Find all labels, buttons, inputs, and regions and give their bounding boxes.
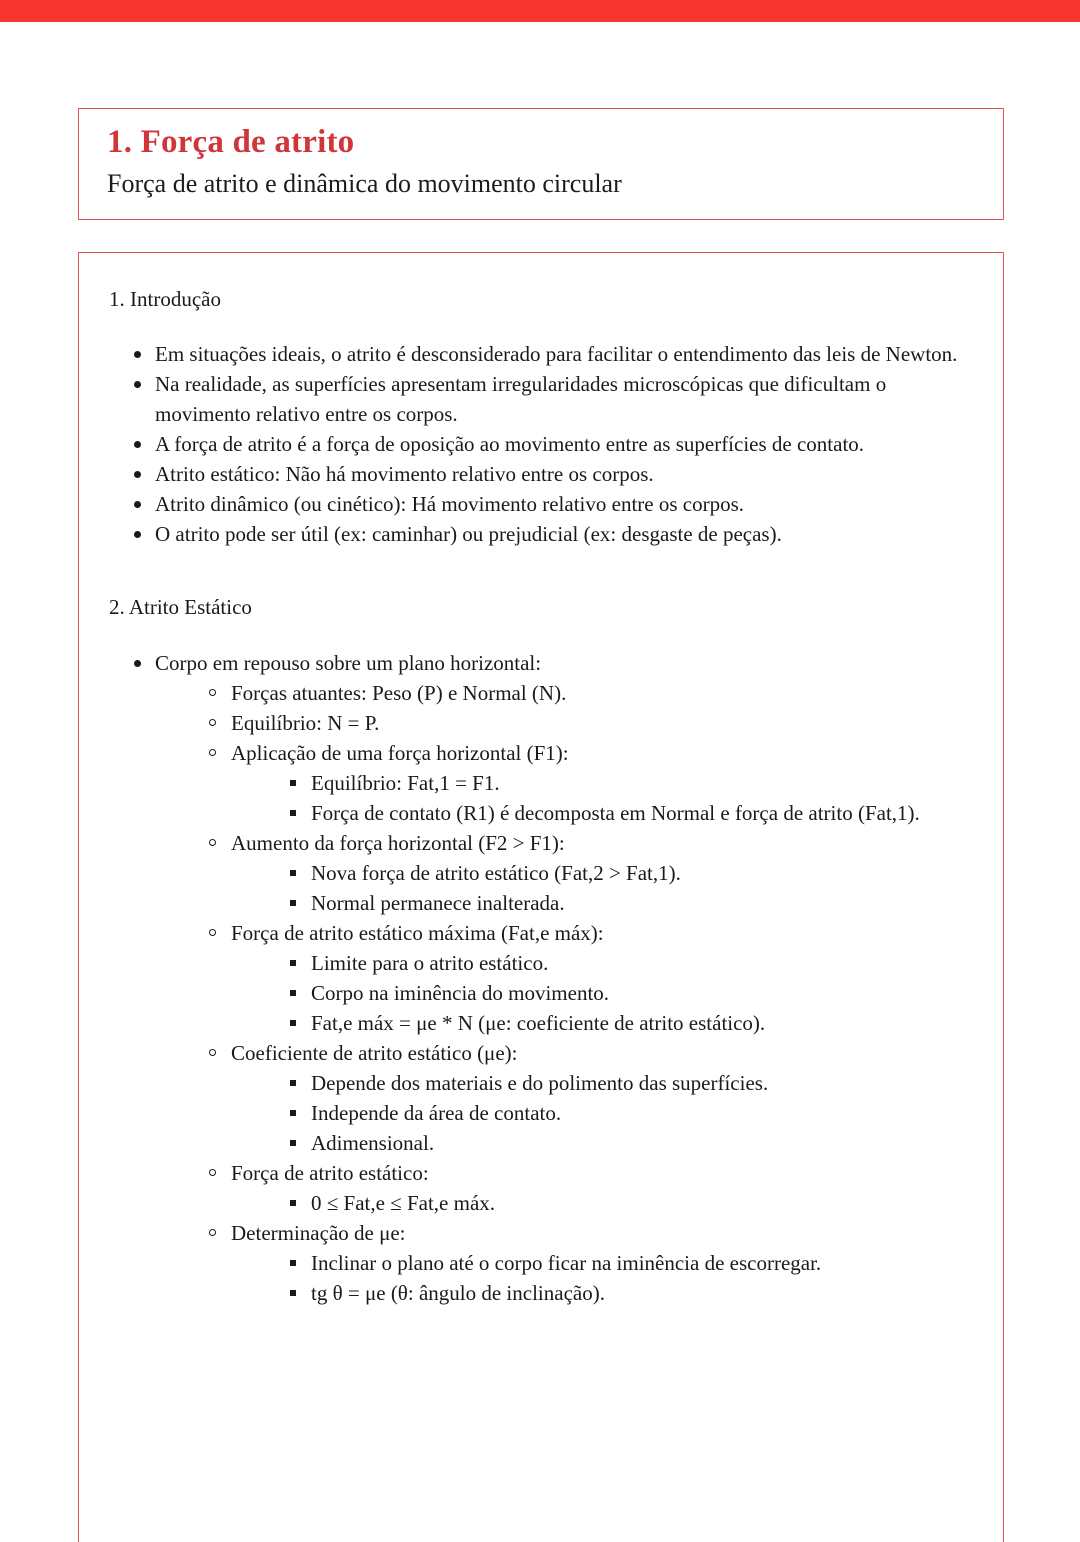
list-item-text: Fat,e máx = μe * N (μe: coeficiente de atrito estático). [311,1010,766,1035]
list-item-text: Nova força de atrito estático (Fat,2 > Fat,1). [311,860,681,885]
bullet-circle-icon [209,918,218,948]
list-item-text: Independe da área de contato. [311,1100,562,1125]
bullet-square-icon [290,1278,298,1308]
list-item-text: Normal permanece inalterada. [311,890,565,915]
list-item [113,429,973,459]
list-item [271,1008,973,1038]
list-item-text: Determinação de μe: [231,1220,406,1245]
top-accent-bar [0,0,1080,22]
bullet-circle-icon [209,708,218,738]
list-item-text: Adimensional. [311,1130,435,1155]
list-item [113,648,973,1308]
bullet-square-icon [290,768,298,798]
bullet-square-icon [290,948,298,978]
list-item [271,858,973,888]
list-item-text: Equilíbrio: N = P. [231,710,380,735]
list-item-text: Em situações ideais, o atrito é desconsiderado para facilitar o entendimento das leis de Newton. [155,342,958,367]
bullet-square-icon [290,978,298,1008]
bullet-square-icon [290,798,298,828]
list-item-text: Atrito dinâmico (ou cinético): Há movimento relativo entre os corpos. [155,492,745,517]
outline-list [109,648,973,1308]
list-item [113,519,973,549]
bullet-disc-icon [134,459,142,489]
list-item-text: Equilíbrio: Fat,1 = F1. [311,770,500,795]
list-item [271,798,973,828]
section-heading: 2. Atrito Estático [109,595,252,620]
bullet-disc-icon [134,369,142,399]
list-item [271,1098,973,1128]
bullet-disc-icon [134,648,142,678]
section-heading: 1. Introdução [109,287,221,311]
outline-sublist [231,1068,973,1158]
list-item-text: Limite para o atrito estático. [311,950,549,975]
bullet-square-icon [290,888,298,918]
list-item [271,1068,973,1098]
bullet-square-icon [290,1188,298,1218]
outline-list [109,339,973,549]
list-item [191,828,973,918]
bullet-square-icon [290,1068,298,1098]
bullet-square-icon [290,1128,298,1158]
document-header-box [78,108,1004,220]
bullet-square-icon [290,1248,298,1278]
bullet-circle-icon [209,828,218,858]
list-item [271,978,973,1008]
bullet-square-icon [290,1008,298,1038]
bullet-circle-icon [209,1218,218,1248]
list-item [271,768,973,798]
outline-sublist [155,678,973,1308]
list-item-text: O atrito pode ser útil (ex: caminhar) ou prejudicial (ex: desgaste de peças). [155,522,782,547]
list-item [271,1248,973,1278]
list-item [191,918,973,1038]
list-item [271,1278,973,1308]
list-item-text: Força de atrito estático máxima (Fat,e máx): [231,920,604,945]
list-item-text: Atrito estático: Não há movimento relativo entre os corpos. [155,462,654,487]
outline-sublist [231,948,973,1038]
list-item-text: Aplicação de uma força horizontal (F1): [231,740,569,765]
list-item [113,459,973,489]
bullet-square-icon [290,1098,298,1128]
list-item-text: Aumento da força horizontal (F2 > F1): [231,830,565,855]
list-item [191,1038,973,1158]
list-item-text: A força de atrito é a força de oposição ao movimento entre as superfícies de contato. [155,432,865,457]
list-item [113,339,973,369]
bullet-disc-icon [134,339,142,369]
document-header-inner [79,109,1003,199]
list-item-text: tg θ = μe (θ: ângulo de inclinação). [311,1280,605,1305]
list-item-text: Força de contato (R1) é decomposta em Normal e força de atrito (Fat,1). [311,800,920,825]
outline-sublist [231,858,973,918]
list-item-text: Inclinar o plano até o corpo ficar na iminência de escorregar. [311,1250,822,1275]
list-item [191,1158,973,1218]
bullet-circle-icon [209,678,218,708]
outline-sublist [231,1188,973,1218]
bullet-circle-icon [209,1038,218,1068]
list-item [191,678,973,708]
list-item [191,708,973,738]
list-item-text: Corpo em repouso sobre um plano horizontal: [155,650,542,675]
bullet-disc-icon [134,519,142,549]
bullet-circle-icon [209,1158,218,1188]
list-item-text: Força de atrito estático: [231,1160,429,1185]
list-item [271,1188,973,1218]
list-item [113,369,973,429]
list-item [113,489,973,519]
list-item-text: Corpo na iminência do movimento. [311,980,610,1005]
list-item-text: Depende dos materiais e do polimento das superfícies. [311,1070,769,1095]
document-content-box [78,252,1004,1542]
list-item [271,888,973,918]
bullet-disc-icon [134,489,142,519]
outline-sublist [231,768,973,828]
list-item [191,1218,973,1308]
list-item-text: Coeficiente de atrito estático (μe): [231,1040,518,1065]
bullet-disc-icon [134,429,142,459]
outline-sublist [231,1248,973,1308]
page-subtitle: Força de atrito e dinâmica do movimento circular [107,168,622,198]
list-item [271,948,973,978]
bullet-circle-icon [209,738,218,768]
list-item [191,738,973,828]
list-item-text: 0 ≤ Fat,e ≤ Fat,e máx. [311,1190,496,1215]
document-content [79,253,1003,1308]
page-title: 1. Força de atrito [107,124,355,160]
bullet-square-icon [290,858,298,888]
list-item-text: Forças atuantes: Peso (P) e Normal (N). [231,680,567,705]
list-item-text: Na realidade, as superfícies apresentam irregularidades microscópicas que dificultam o movimento relativo entre os corpos. [155,372,887,427]
list-item [271,1128,973,1158]
